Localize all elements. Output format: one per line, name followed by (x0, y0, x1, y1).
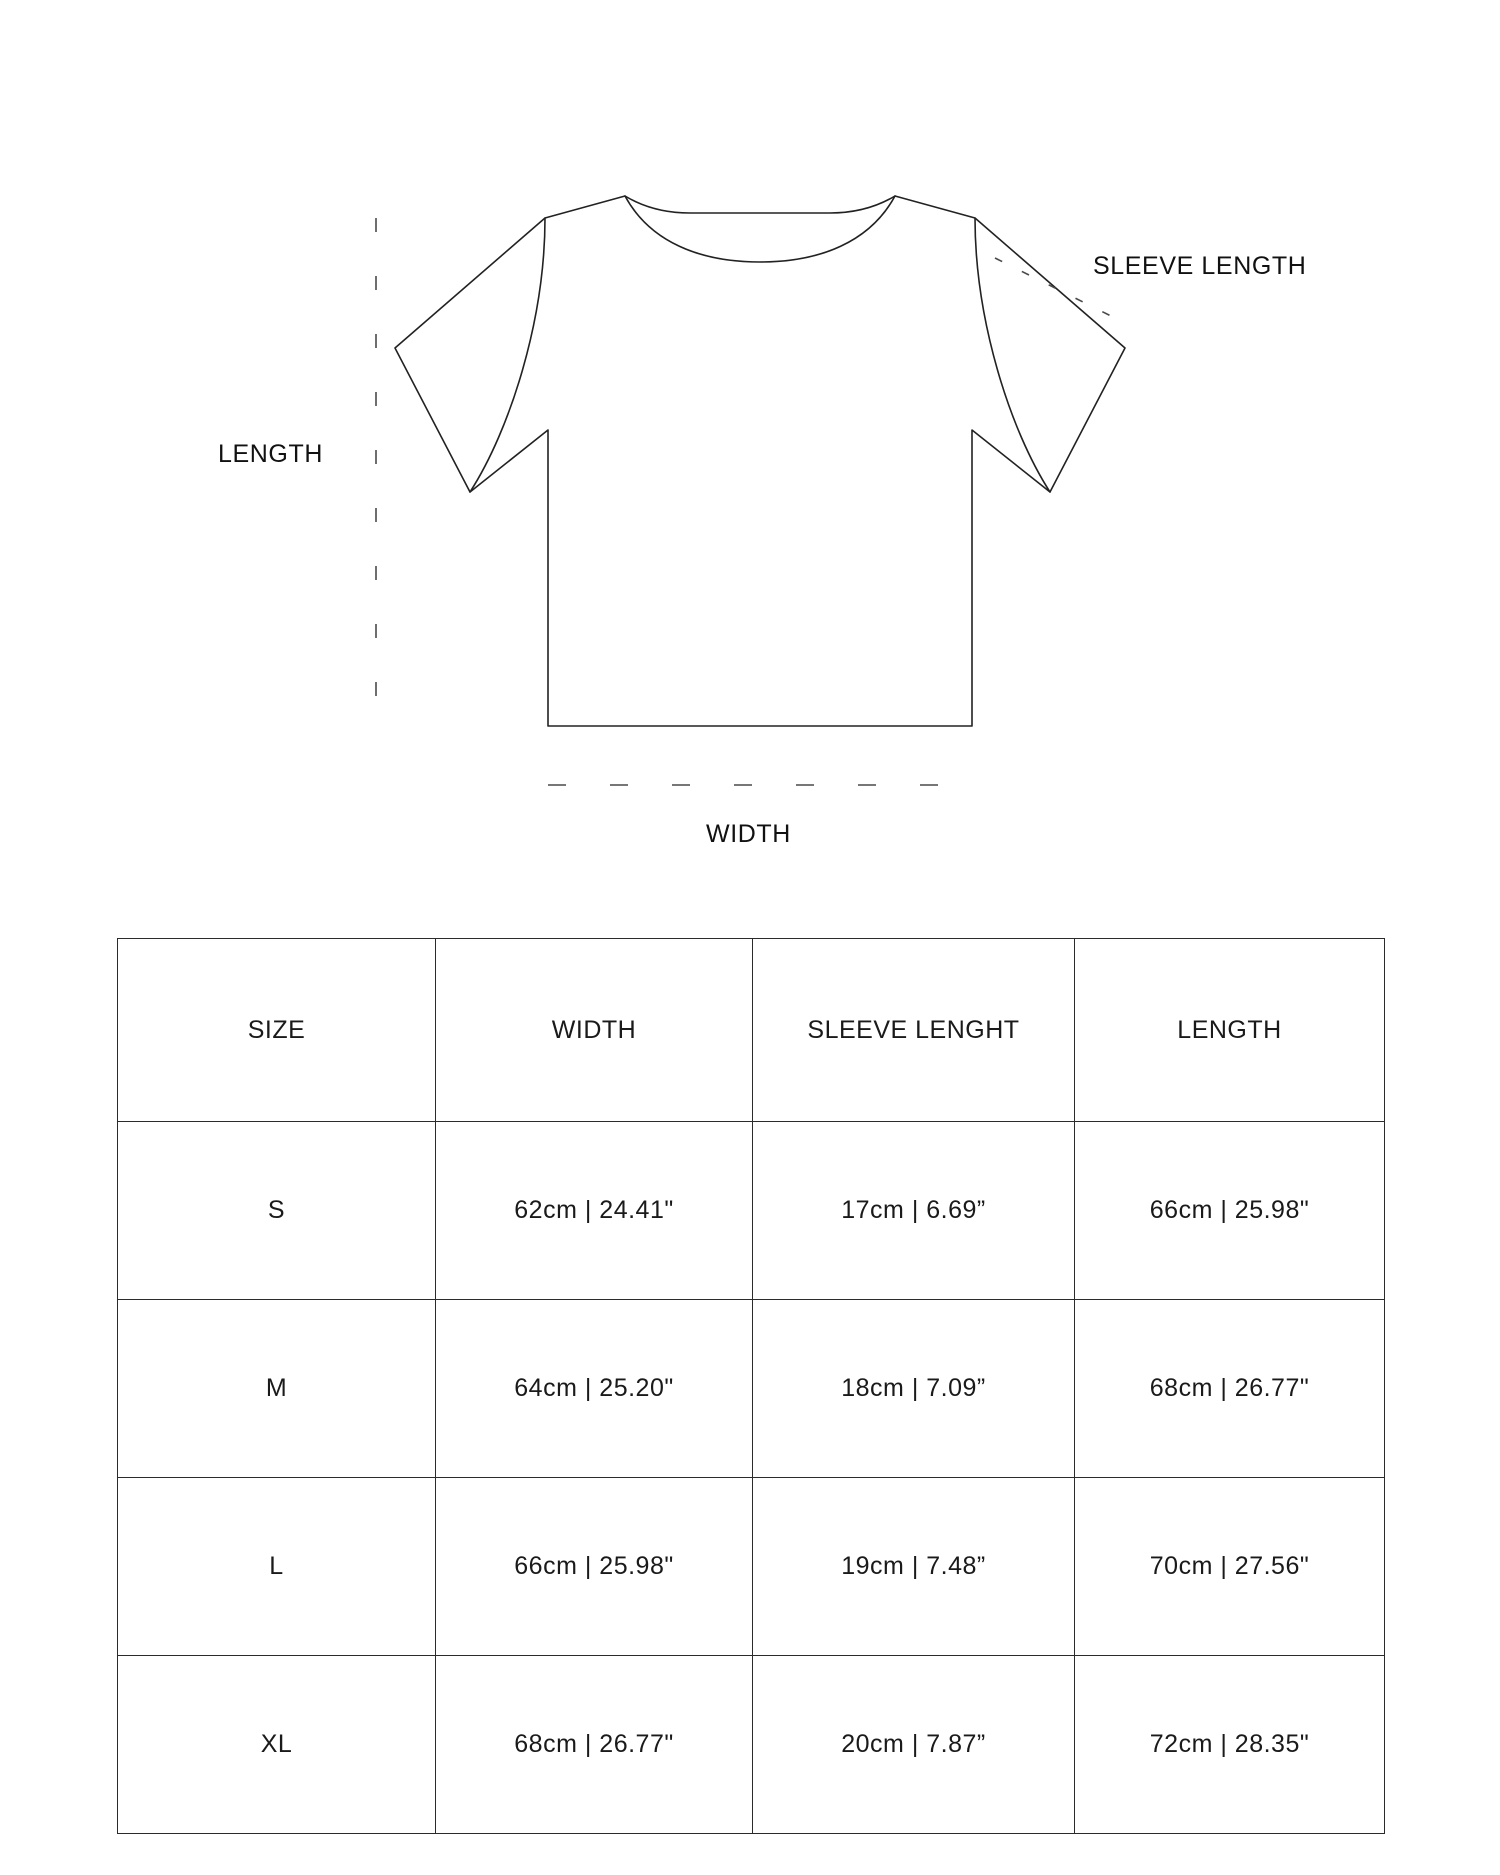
label-length: LENGTH (218, 440, 324, 468)
cell-length: 72cm | 28.35" (1075, 1656, 1385, 1834)
table-row (118, 1478, 1385, 1656)
column-header-length: LENGTH (1075, 939, 1385, 1122)
cell-size: M (118, 1300, 436, 1478)
label-width: WIDTH (706, 820, 791, 848)
cell-sleeve: 18cm | 7.09” (753, 1300, 1075, 1478)
cell-sleeve: 20cm | 7.87” (753, 1656, 1075, 1834)
tshirt-measurement-diagram (0, 0, 1500, 880)
size-table (117, 938, 1385, 1834)
cell-size: L (118, 1478, 436, 1656)
label-sleeve-length: SLEEVE LENGTH (1093, 252, 1307, 280)
cell-length: 68cm | 26.77" (1075, 1300, 1385, 1478)
table-row (118, 1656, 1385, 1834)
column-header-width: WIDTH (436, 939, 753, 1122)
table-row (118, 1122, 1385, 1300)
cell-size: XL (118, 1656, 436, 1834)
cell-width: 68cm | 26.77" (436, 1656, 753, 1834)
cell-size: S (118, 1122, 436, 1300)
table-header-row (118, 939, 1385, 1122)
cell-width: 66cm | 25.98" (436, 1478, 753, 1656)
cell-length: 70cm | 27.56" (1075, 1478, 1385, 1656)
cell-width: 62cm | 24.41" (436, 1122, 753, 1300)
cell-length: 66cm | 25.98" (1075, 1122, 1385, 1300)
column-header-size: SIZE (118, 939, 436, 1122)
cell-sleeve: 17cm | 6.69” (753, 1122, 1075, 1300)
cell-sleeve: 19cm | 7.48” (753, 1478, 1075, 1656)
table-row (118, 1300, 1385, 1478)
column-header-sleeve-length: SLEEVE LENGHT (753, 939, 1075, 1122)
cell-width: 64cm | 25.20" (436, 1300, 753, 1478)
